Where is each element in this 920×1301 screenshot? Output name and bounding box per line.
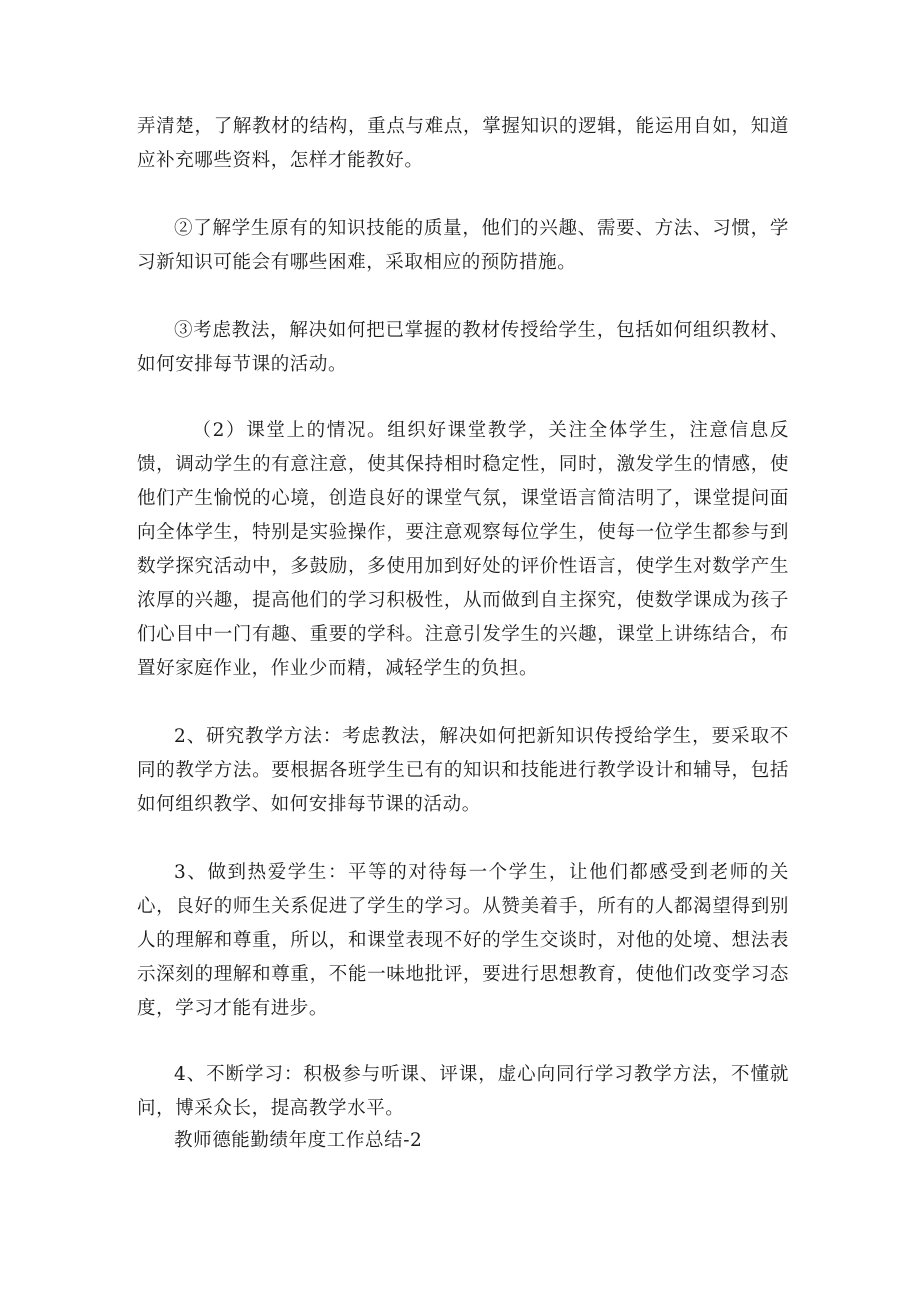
paragraph-classroom: （2）课堂上的情况。组织好课堂教学，关注全体学生，注意信息反馈，调动学生的有意注意，使其保持相时稳定性，同时，激发学生的情感，使他们产生愉悦的心境，创造良好的课堂气氛，课堂语言简洁明了，课堂提问面向全体学生，特别是实验操作，要注意观察每位学生，使每一位学生都参与到数学探究活动中，多鼓励，多使用加到好处的评价性语言，使学生对数学产生浓厚的兴趣，提高他们的学习积极性，从而做到自主探究，使数学课成为孩子们心目中一门有趣、重要的学科。注意引发学生的兴趣，课堂上讲练结合，布置好家庭作业，作业少而精，减轻学生的负担。 — [137, 420, 789, 679]
paragraph-item-3: ③考虑教法，解决如何把已掌握的教材传授给学生，包括如何组织教材、如何安排每节课的活动。 — [137, 320, 789, 375]
paragraph-love-students: 3、做到热爱学生：平等的对待每一个学生，让他们都感受到老师的关心，良好的师生关系促进了学生的学习。从赞美着手，所有的人都渴望得到别人的理解和尊重，所以，和课堂表现不好的学生交谈时，对他的处境、想法表示深刻的理解和尊重，不能一味地批评，要进行思想教育，使他们改变学习态度，学习才能有进步。 — [137, 862, 789, 1019]
paragraph-item-2: ②了解学生原有的知识技能的质量，他们的兴趣、需要、方法、习惯，学习新知识可能会有哪些困难，采取相应的预防措施。 — [137, 218, 789, 273]
paragraph-keep-learning: 4、不断学习：积极参与听课、评课，虚心向同行学习教学方法，不懂就问，博采众长，提高教学水平。 — [137, 1064, 789, 1119]
paragraph-continuation: 弄清楚，了解教材的结构，重点与难点，掌握知识的逻辑，能运用自如，知道应补充哪些资料，怎样才能教好。 — [137, 116, 789, 171]
next-section-title: 教师德能勤绩年度工作总结-2 — [174, 1130, 423, 1151]
paragraph-teaching-methods: 2、研究教学方法：考虑教法，解决如何把新知识传授给学生，要采取不同的教学方法。要根据各班学生已有的知识和技能进行教学设计和辅导，包括如何组织教学、如何安排每节课的活动。 — [137, 726, 789, 815]
